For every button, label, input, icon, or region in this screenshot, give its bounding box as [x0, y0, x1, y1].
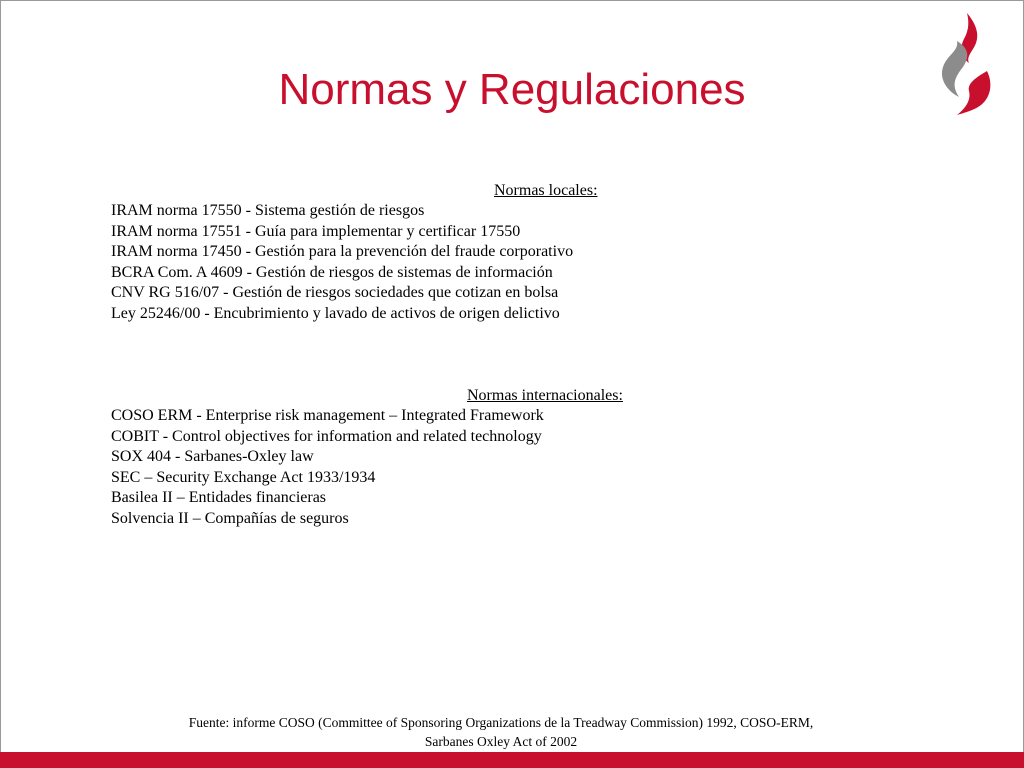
- page-title: Normas y Regulaciones: [278, 65, 746, 114]
- list-item: COSO ERM - Enterprise risk management – Integrated Framework: [111, 407, 544, 424]
- international-standards-heading: Normas internacionales:: [467, 387, 623, 404]
- list-item: SOX 404 - Sarbanes-Oxley law: [111, 448, 314, 465]
- list-item: CNV RG 516/07 - Gestión de riesgos sociedades que cotizan en bolsa: [111, 284, 559, 301]
- local-standards-section: [111, 181, 911, 324]
- list-item: COBIT - Control objectives for information and related technology: [111, 427, 542, 445]
- list-item: Ley 25246/00 - Encubrimiento y lavado de activos de origen delictivo: [111, 304, 560, 322]
- source-line-2: Sarbanes Oxley Act of 2002: [424, 734, 578, 749]
- list-item: IRAM norma 17551 - Guía para implementar y certificar 17550: [111, 222, 521, 240]
- list-item: Basilea II – Entidades financieras: [111, 489, 327, 506]
- source-footnote: [1, 713, 1001, 751]
- list-item: Solvencia II – Compañías de seguros: [111, 509, 349, 527]
- local-standards-heading: Normas locales:: [494, 182, 598, 199]
- list-item: SEC – Security Exchange Act 1933/1934: [111, 468, 376, 486]
- list-item: IRAM norma 17450 - Gestión para la prevención del fraude corporativo: [111, 243, 574, 260]
- list-item: IRAM norma 17550 - Sistema gestión de riesgos: [111, 202, 425, 219]
- source-line-1: Fuente: informe COSO (Committee of Sponsoring Organizations de la Treadway Commission) 1992, COSO-ERM,: [188, 715, 814, 730]
- international-standards-section: [111, 386, 911, 529]
- bottom-accent-bar: [0, 752, 1024, 768]
- list-item: BCRA Com. A 4609 - Gestión de riesgos de sistemas de información: [111, 263, 553, 281]
